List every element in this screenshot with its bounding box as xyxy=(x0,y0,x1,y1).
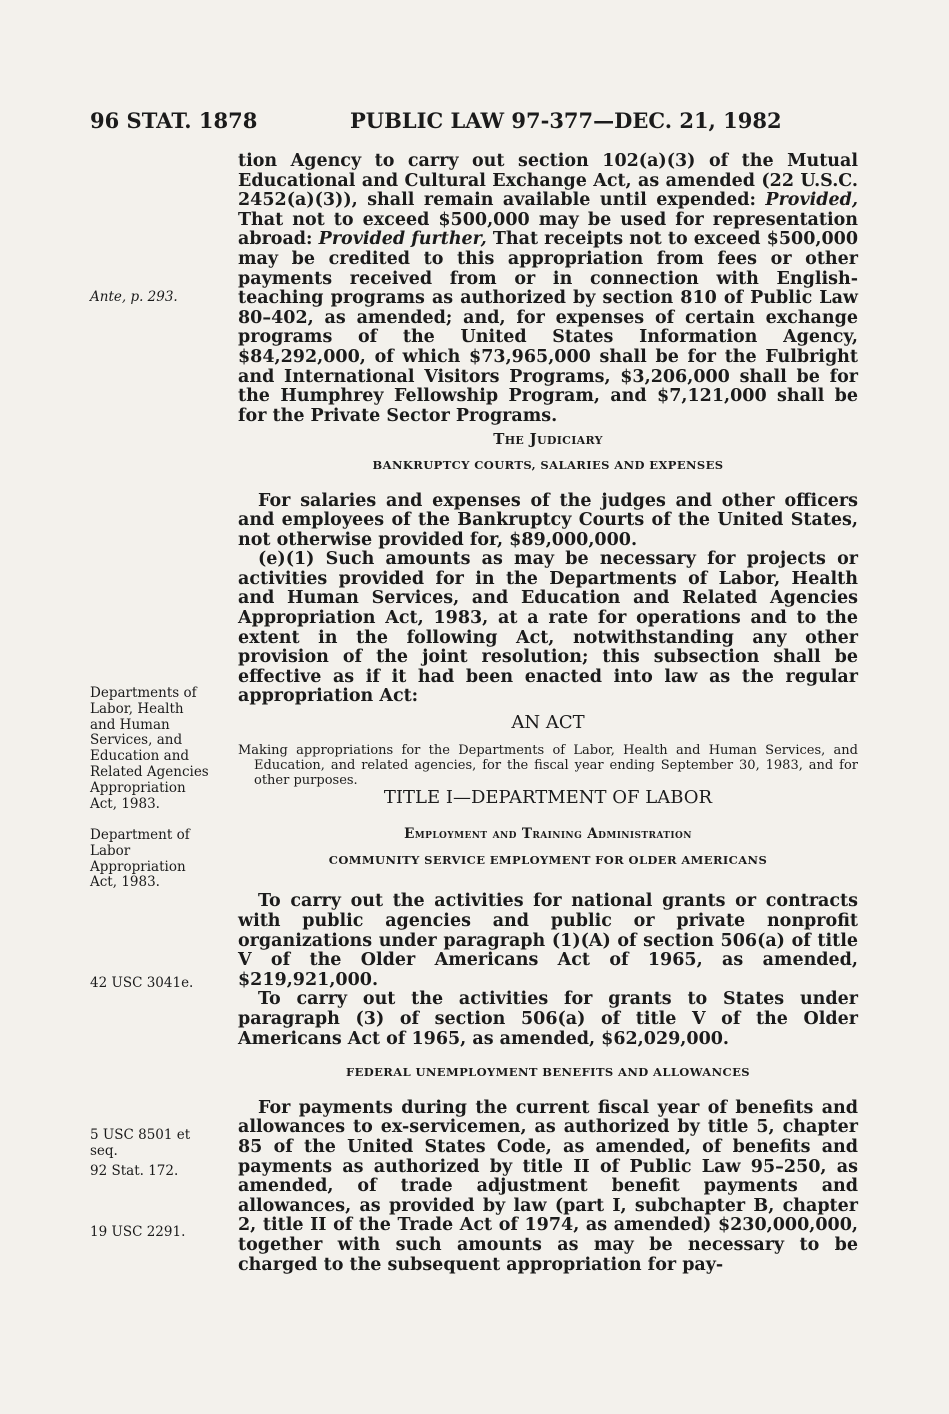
fuba-heading: FEDERAL UNEMPLOYMENT BENEFITS AND ALLOWANCES xyxy=(346,1065,750,1080)
margin-note-usc-8501: 5 USC 8501 et seq. xyxy=(90,1127,191,1159)
public-law-reference: PUBLIC LAW 97-377—DEC. 21, 1982 xyxy=(350,108,782,133)
eta-heading: Employment and Training Administration xyxy=(404,826,692,843)
judiciary-heading: The Judiciary xyxy=(493,430,603,449)
paragraph-national-grants: To carry out the activities for national grants or contracts with public agencies and public or private nonprofit organizations under paragraph (1)(A) of section 506(a) of title V of the Older Americans Act of 1965, as amended, $219,921,000. xyxy=(238,891,858,990)
main-text-column xyxy=(238,152,858,1275)
bankruptcy-heading: BANKRUPTCY COURTS, SALARIES AND EXPENSES xyxy=(372,457,724,472)
margin-note-departments: Departments of Labor, Health and Human Services, and Education and Related Agencies Appropriation Act, 1983. xyxy=(90,685,209,812)
stat-reference: 96 STAT. 1878 xyxy=(90,108,258,133)
paragraph-bankruptcy: For salaries and expenses of the judges and other officers and employees of the Bankruptcy Courts of the United States, not otherwise provided for, $89,000,000. xyxy=(238,490,858,550)
margin-note-usc-3041e: 42 USC 3041e. xyxy=(90,975,194,991)
paragraph-ex-servicemen: For payments during the current fiscal year of benefits and allowances to ex-servicemen, as authorized by title 5, chapter 85 of the United States Code, as amended, of benefits and payments as authorized by title II of Public Law 95–250, as amended, of trade adjustment benefit payments and allowances, as provided by law (part I, subchapter B, chapter 2, title II of the Trade Act of 1974, as amended) $230,000,000, together with such amounts as may be necessary to be charged to the subsequent appropriation for pay- xyxy=(238,1097,858,1275)
page-header xyxy=(90,108,899,142)
paragraph-e1: (e)(1) Such amounts as may be necessary for projects or activities provided for in the Departments of Labor, Health and Human Services, and Education and Related Agencies Appropriation Act, 1983, at a rate for operations and to the extent in the following Act, notwithstanding any other provision of the joint resolution; this subsection shall be effective as if it had been enacted into law as the regular appropriation Act: xyxy=(238,549,858,707)
margin-note-usc-2291: 19 USC 2291. xyxy=(90,1224,186,1240)
an-act-heading: AN ACT xyxy=(511,712,585,734)
act-description: Making appropriations for the Departments of Labor, Health and Human Services, and Education, and related agencies, for the fiscal year ending September 30, 1983, and for other purposes. xyxy=(238,742,858,788)
csee-heading: COMMUNITY SERVICE EMPLOYMENT FOR OLDER AMERICANS xyxy=(328,852,768,867)
paragraph-state-grants: To carry out the activities for grants to States under paragraph (3) of section 506(a) of title V of the Older Americans Act of 1965, as amended, $62,029,000. xyxy=(238,989,858,1049)
paragraph-usia: tion Agency to carry out section 102(a)(3) of the Mutual Educational and Cultural Exchange Act, as amended (22 U.S.C. 2452(a)(3)), shall remain available until expended: Provided, That not to exceed $500,000 may be used for representation abroad: Provided further, That receipts not to exceed $500,000 may be credited to this appropriation from fees or other payments received from or in connection with English-teaching programs as authorized by section 810 of Public Law 80–402, as amended; and, for expenses of certain exchange programs of the United States Information Agency, $84,292,000, of which $73,965,000 shall be for the Fulbright and International Visitors Programs, $3,206,000 shall be for the Humphrey Fellowship Program, and $7,121,000 shall be for the Private Sector Programs. xyxy=(238,151,858,426)
margin-note-stat-172: 92 Stat. 172. xyxy=(90,1163,179,1179)
title-heading: TITLE I—DEPARTMENT OF LABOR xyxy=(383,786,713,808)
margin-note-dept-labor: Department of Labor Appropriation Act, 1983. xyxy=(90,827,190,891)
margin-note-ante: Ante, p. 293. xyxy=(90,289,178,305)
